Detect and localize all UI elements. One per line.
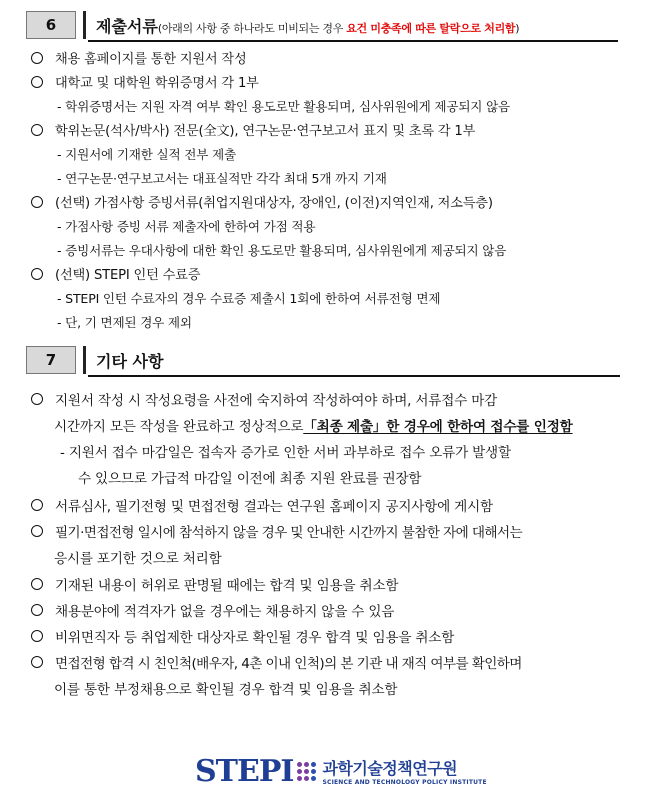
circle-bullet-icon <box>31 499 43 511</box>
section-6-header <box>26 10 519 40</box>
section-6-note: (아래의 사항 중 하나라도 미비되는 경우 <box>157 21 347 35</box>
section-6-note-red: 요건 미충족에 따른 탈락으로 처리함 <box>346 21 516 35</box>
list-item-continuation: 응시를 포기한 것으로 처리함 <box>54 551 222 567</box>
circle-bullet-icon <box>31 52 43 64</box>
list-item: 면접전형 합격 시 친인척(배우자, 4촌 이내 인척)의 본 기관 내 재직 여부를 확인하며 <box>31 652 522 672</box>
section-6-number: 6 <box>26 11 76 39</box>
sub-item: - 지원서 접수 마감일은 접속자 증가로 인한 서버 과부하로 접수 오류가 발생할 <box>60 445 511 461</box>
circle-bullet-icon <box>31 525 43 537</box>
sub-item: - 연구논문·연구보고서는 대표실적만 각각 최대 5개 까지 기재 <box>57 171 387 186</box>
list-item: 학위논문(석사/박사) 전문(全文), 연구논문·연구보고서 표지 및 초록 각 1부 <box>31 120 475 139</box>
logo-text <box>322 756 486 786</box>
section-6-underline <box>88 40 618 42</box>
list-item: 지원서 작성 시 작성요령을 사전에 숙지하여 작성하여야 하며, 서류접수 마감 <box>31 389 497 409</box>
circle-bullet-icon <box>31 196 43 208</box>
circle-bullet-icon <box>31 578 43 590</box>
section-6-title-text: 제출서류 <box>96 16 158 36</box>
list-item: 채용분야에 적격자가 없을 경우에는 채용하지 않을 수 있음 <box>31 600 394 620</box>
section-6-note-end: ) <box>515 21 520 35</box>
header-divider-bar <box>83 346 86 374</box>
stepi-logo <box>195 753 487 789</box>
section-7-number: 7 <box>26 346 76 374</box>
sub-item: - 지원서에 기재한 실적 전부 제출 <box>57 147 236 162</box>
list-item: (선택) STEPI 인턴 수료증 <box>31 264 200 283</box>
list-item: 대학교 및 대학원 학위증명서 각 1부 <box>31 72 259 91</box>
list-item-continuation: 시간까지 모든 작성을 완료하고 정상적으로 「최종 제출」한 경우에 한하여 접수를 인정함 <box>54 415 573 435</box>
circle-bullet-icon <box>31 393 43 405</box>
header-divider-bar <box>83 11 86 39</box>
circle-bullet-icon <box>31 604 43 616</box>
sub-item: - 가점사항 증빙 서류 제출자에 한하여 가점 적용 <box>57 219 316 234</box>
list-item: (선택) 가점사항 증빙서류(취업지원대상자, 장애인, (이전)지역인재, 저소득층) <box>31 192 493 211</box>
circle-bullet-icon <box>31 630 43 642</box>
sub-item: - STEPI 인턴 수료자의 경우 수료증 제출시 1회에 한하여 서류전형 면제 <box>57 291 441 306</box>
list-item-continuation: 이를 통한 부정채용으로 확인될 경우 합격 및 임용을 취소함 <box>54 682 398 698</box>
list-item: 채용 홈페이지를 통한 지원서 작성 <box>31 48 247 67</box>
sub-item: - 증빙서류는 우대사항에 대한 확인 용도로만 활용되며, 심사위원에게 제공되지 않음 <box>57 243 507 258</box>
sub-item: - 단, 기 면제된 경우 제외 <box>57 315 192 330</box>
sub-item-continuation: 수 있으므로 가급적 마감일 이전에 최종 지원 완료를 권장함 <box>78 471 422 487</box>
circle-bullet-icon <box>31 76 43 88</box>
logo-korean-name: 과학기술정책연구원 <box>322 759 458 778</box>
circle-bullet-icon <box>31 268 43 280</box>
circle-bullet-icon <box>31 124 43 136</box>
sub-item: - 학위증명서는 지원 자격 여부 확인 용도로만 활용되며, 심사위원에게 제공되지 않음 <box>57 99 511 114</box>
circle-bullet-icon <box>31 656 43 668</box>
section-7-underline <box>88 375 620 377</box>
list-item: 기재된 내용이 허위로 판명될 때에는 합격 및 임용을 취소함 <box>31 574 398 594</box>
list-item: 필기·면접전형 일시에 참석하지 않을 경우 및 안내한 시간까지 불참한 자에 대해서는 <box>31 521 522 541</box>
final-submit-emphasis: 「최종 제출」한 경우에 한하여 접수를 인정함 <box>303 419 573 435</box>
logo-english-name: SCIENCE AND TECHNOLOGY POLICY INSTITUTE <box>322 779 487 786</box>
section-6-title <box>96 14 519 37</box>
list-item: 서류심사, 필기전형 및 면접전형 결과는 연구원 홈페이지 공지사항에 게시함 <box>31 495 493 515</box>
section-7-header <box>26 345 163 375</box>
logo-dots-icon <box>297 762 316 781</box>
list-item: 비위면직자 등 취업제한 대상자로 확인될 경우 합격 및 임용을 취소함 <box>31 626 454 646</box>
section-7-title: 기타 사항 <box>96 351 164 371</box>
logo-mark: STEPI <box>195 753 294 789</box>
